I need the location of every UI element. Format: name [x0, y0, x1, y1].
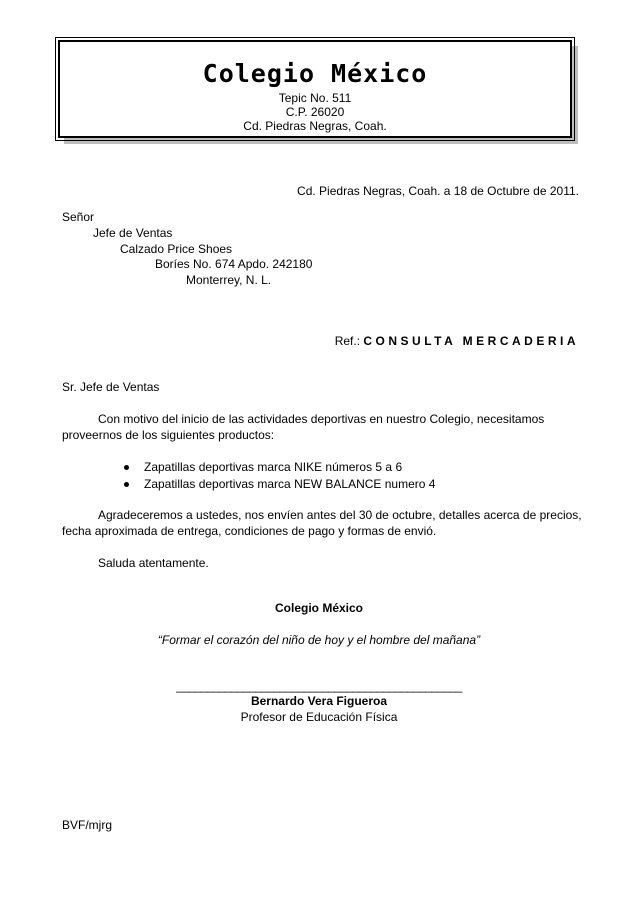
school-name: Colegio México: [202, 59, 428, 88]
paragraph2-line2: fecha aproximada de entrega, condiciones de pago y formas de envió.: [62, 524, 437, 538]
list-item: Zapatillas deportivas marca NIKE números 5 a 6: [144, 460, 403, 474]
paragraph2-line1: Agradeceremos a ustedes, nos envíen antes del 30 de octubre, detalles acerca de precios,: [98, 508, 582, 522]
signature-line: _______________________________________________: [176, 679, 462, 693]
letterhead-box: [58, 40, 572, 138]
signer-name: Bernardo Vera Figueroa: [250, 694, 388, 708]
reference-label: Ref.:: [334, 334, 361, 348]
paragraph1-line2: proveernos de los siguientes productos:: [62, 428, 275, 442]
greeting: Sr. Jefe de Ventas: [62, 380, 160, 394]
signer-role: Profesor de Educación Física: [240, 710, 398, 724]
paragraph1-line1: Con motivo del inicio de las actividades deportivas en nuestro Colegio, necesitamos: [98, 412, 545, 426]
recipient-company: Calzado Price Shoes: [120, 242, 233, 256]
bullet-icon: [124, 465, 129, 470]
recipient-salutation: Señor: [62, 210, 95, 224]
list-item: Zapatillas deportivas marca NEW BALANCE numero 4: [144, 477, 436, 491]
school-address-line2: C.P. 26020: [285, 105, 345, 119]
signature-org: Colegio México: [274, 601, 363, 615]
recipient-title: Jefe de Ventas: [93, 226, 173, 240]
reference-initials: BVF/mjrg: [62, 818, 113, 832]
recipient-city: Monterrey, N. L.: [186, 273, 272, 287]
school-address-line1: Tepic No. 511: [278, 91, 352, 105]
reference-value: CONSULTA MERCADERIA: [363, 334, 579, 348]
motto: “Formar el corazón del niño de hoy y el hombre del mañana”: [157, 633, 481, 647]
recipient-street: Boríes No. 674 Apdo. 242180: [155, 257, 313, 271]
reference-line: [335, 334, 579, 349]
school-address-line3: Cd. Piedras Negras, Coah.: [243, 119, 387, 133]
date-line: Cd. Piedras Negras, Coah. a 18 de Octubre de 2011.: [297, 184, 579, 198]
closing: Saluda atentamente.: [98, 556, 209, 570]
bullet-icon: [124, 482, 129, 487]
